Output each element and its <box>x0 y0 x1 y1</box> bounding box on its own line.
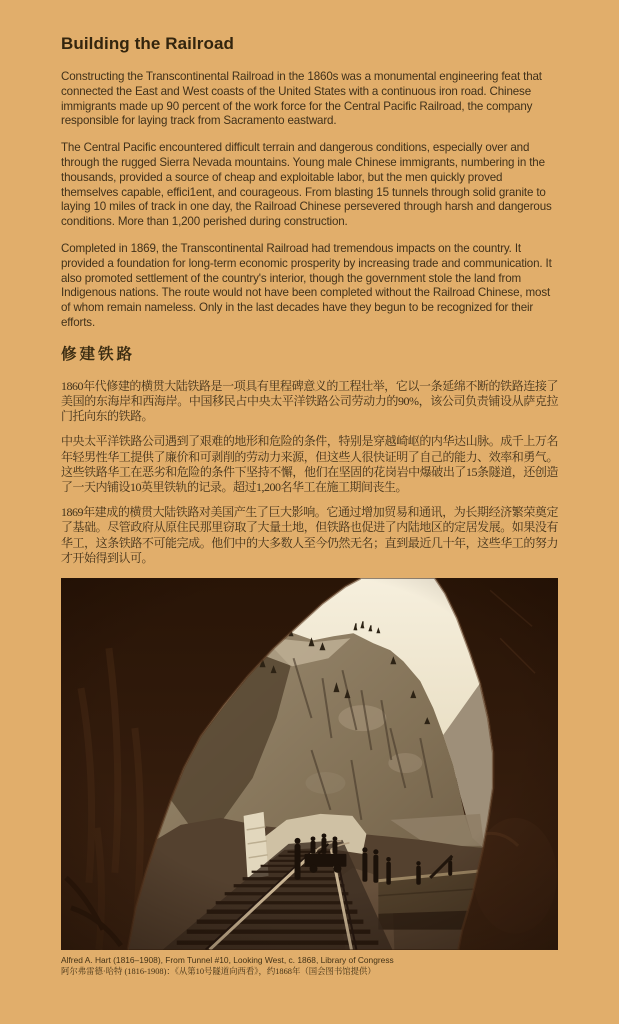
english-paragraph-3: Completed in 1869, the Transcontinental Railroad had tremendous impacts on the country. It provided a foundation for long-term economic prosperity by increasing trade and communication. It also promoted settlement of the country's interior, though the government stole the land from Indigenous nations. The route would not have been completed without the Railroad Chinese, most of whom remain nameless. Only in the last decades have they begun to be recognized for their efforts. <box>61 241 552 329</box>
english-paragraph-1: Constructing the Transcontinental Railroad in the 1860s was a monumental engineering feat that connected the East and West coasts of the United States with a continuous iron road. Chinese immigrants made up 90 percent of the work force for the Central Pacific Railroad, the company responsible for laying track from Sacramento eastward. <box>61 70 542 128</box>
english-paragraph-2: The Central Pacific encountered difficult terrain and dangerous conditions, especially over and through the rugged Sierra Nevada mountains. Young male Chinese immigrants, numbering in the thousands, provided a source of cheap and exploitable labor, but the men quickly proved themselves capable, effici1ent, and courageous. From blasting 15 tunnels through solid granite to laying 10 miles of track in one day, the Railroad Chinese persevered through harsh and dangerous conditions. More than 1,200 perished during construction. <box>61 141 552 229</box>
chinese-heading: 修建铁路 <box>61 345 136 363</box>
photo-caption-zh: 阿尔弗雷德·哈特 (1816-1908)：《从第10号隧道向西看》，约1868年（国会图书馆提供） <box>61 967 376 977</box>
photo-caption-en: Alfred A. Hart (1816–1908), From Tunnel #10, Looking West, c. 1868, Library of Congress <box>61 954 394 965</box>
photo-caption <box>61 955 558 978</box>
photo-vignette <box>61 578 558 949</box>
chinese-paragraph-1: 1860年代修建的横贯大陆铁路是一项具有里程碑意义的工程壮举，它以一条延绵不断的铁路连接了美国的东海岸和西海岸。中国移民占中央太平洋铁路公司劳动力的90%，该公司负责铺设从萨克拉门托向东的铁路。 <box>61 378 558 424</box>
chinese-paragraph-3: 1869年建成的横贯大陆铁路对美国产生了巨大影响。它通过增加贸易和通讯，为长期经济繁荣奠定了基础。尽管政府从原住民那里窃取了大量土地，但铁路也促进了内陆地区的定居发展。如果没有华工，这条铁路不可能完成。他们中的大多数人至今仍然无名；直到最近几十年，这些华工的努力才开始得到认可。 <box>61 505 558 565</box>
chinese-paragraph-2: 中央太平洋铁路公司遇到了艰难的地形和危险的条件，特别是穿越崎岖的内华达山脉。成千上万名年轻男性华工提供了廉价和可剥削的劳动力来源，但这些人很快证明了自己的能力、效率和勇气。这些铁路华工在恶劣和危险的条件下坚持不懈，他们在坚固的花岗岩中爆破出了15条隧道，还创造了一天内铺设10英里铁轨的记录。超过1,200名华工在施工期间丧生。 <box>61 434 558 494</box>
tunnel-photo <box>61 578 558 950</box>
tunnel-photo-figure <box>61 578 558 978</box>
page-title: Building the Railroad <box>61 34 235 53</box>
